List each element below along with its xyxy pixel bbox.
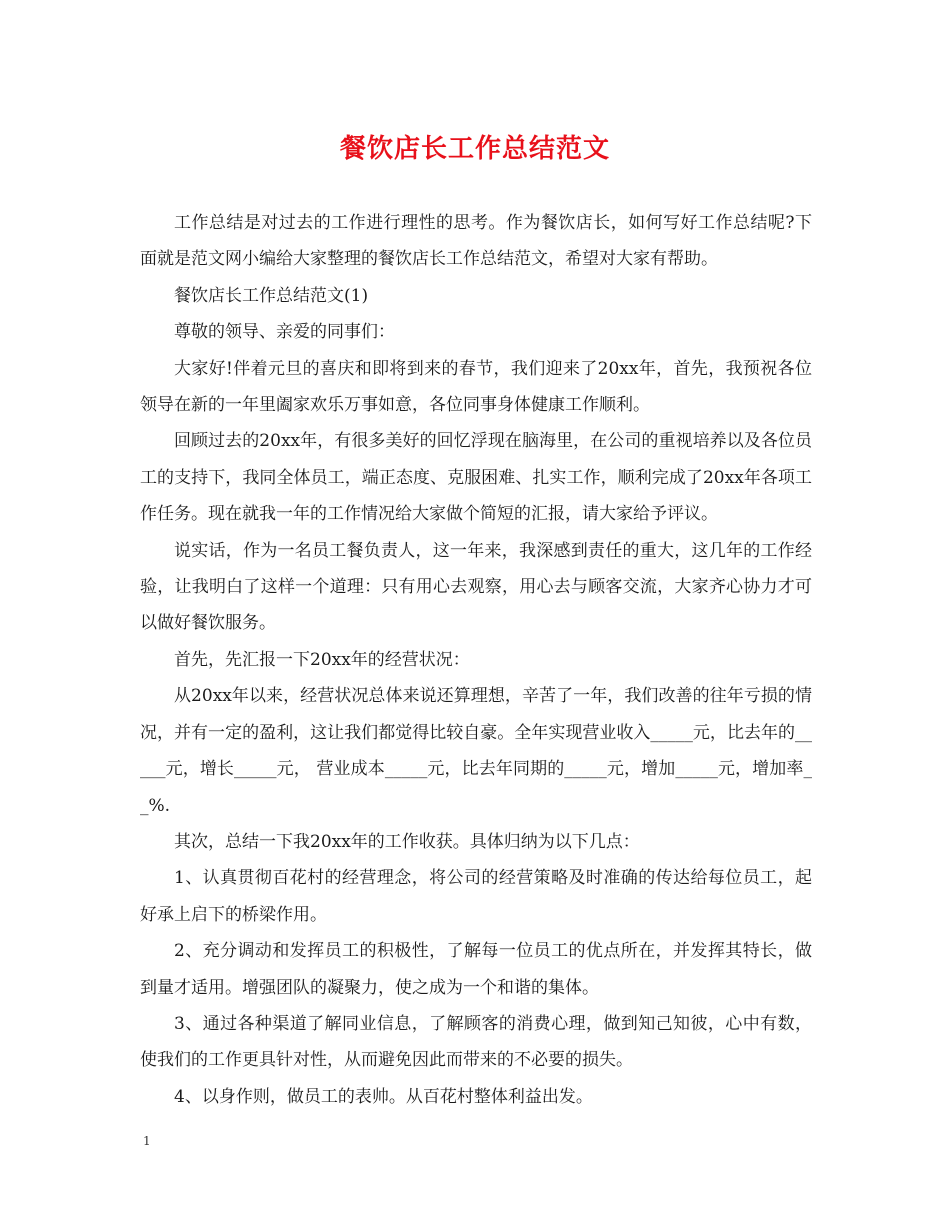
paragraph-gains-heading: 其次，总结一下我20xx年的工作收获。具体归纳为以下几点： <box>174 831 640 852</box>
paragraph-point-4: 4、以身作则，做员工的表帅。从百花村整体利益出发。 <box>174 1086 593 1107</box>
paragraph-business-status: 从20xx年以来，经营状况总体来说还算理想，辛苦了一年，我们改善的往年亏损的情况，并有一定的盈利，这让我们都觉得比较自豪。全年实现营业收入_____元，比去年的_____元，增长_____元， 营业成本_____元，比去年同期的_____元，增加_____元，增加率__%. <box>140 686 812 816</box>
paragraph-business-heading: 首先，先汇报一下20xx年的经营状况： <box>174 649 470 670</box>
paragraph-review: 回顾过去的20xx年，有很多美好的回忆浮现在脑海里，在公司的重视培养以及各位员工的支持下，我同全体员工，端正态度、克服困难、扎实工作，顺利完成了20xx年各项工作任务。现在就我一年的工作情况给大家做个简短的汇报，请大家给予评议。 <box>140 431 812 525</box>
paragraph-point-1: 1、认真贯彻百花村的经营理念，将公司的经营策略及时准确的传达给每位员工，起好承上启下的桥梁作用。 <box>140 868 812 925</box>
paragraph-point-3: 3、通过各种渠道了解同业信息，了解顾客的消费心理，做到知己知彼，心中有数，使我们的工作更具针对性，从而避免因此而带来的不必要的损失。 <box>140 1013 812 1071</box>
paragraph-subtitle: 餐饮店长工作总结范文(1) <box>174 285 369 306</box>
document-title: 餐饮店长工作总结范文 <box>339 134 610 164</box>
paragraph-point-2: 2、充分调动和发挥员工的积极性，了解每一位员工的优点所在，并发挥其特长，做到量才适用。增强团队的凝聚力，使之成为一个和谐的集体。 <box>140 941 812 998</box>
document-body <box>140 205 812 1115</box>
paragraph-greeting: 大家好!伴着元旦的喜庆和即将到来的春节，我们迎来了20xx年，首先，我预祝各位领导在新的一年里阖家欢乐万事如意，各位同事身体健康工作顺利。 <box>140 358 812 416</box>
paragraph-experience: 说实话，作为一名员工餐负责人，这一年来，我深感到责任的重大，这几年的工作经验，让我明白了这样一个道理：只有用心去观察，用心去与顾客交流，大家齐心协力才可以做好餐饮服务。 <box>140 540 812 634</box>
page-number: 1 <box>143 1134 151 1148</box>
paragraph-intro: 工作总结是对过去的工作进行理性的思考。作为餐饮店长，如何写好工作总结呢?下面就是范文网小编给大家整理的餐饮店长工作总结范文，希望对大家有帮助。 <box>140 213 812 270</box>
paragraph-salutation: 尊敬的领导、亲爱的同事们： <box>174 322 395 343</box>
